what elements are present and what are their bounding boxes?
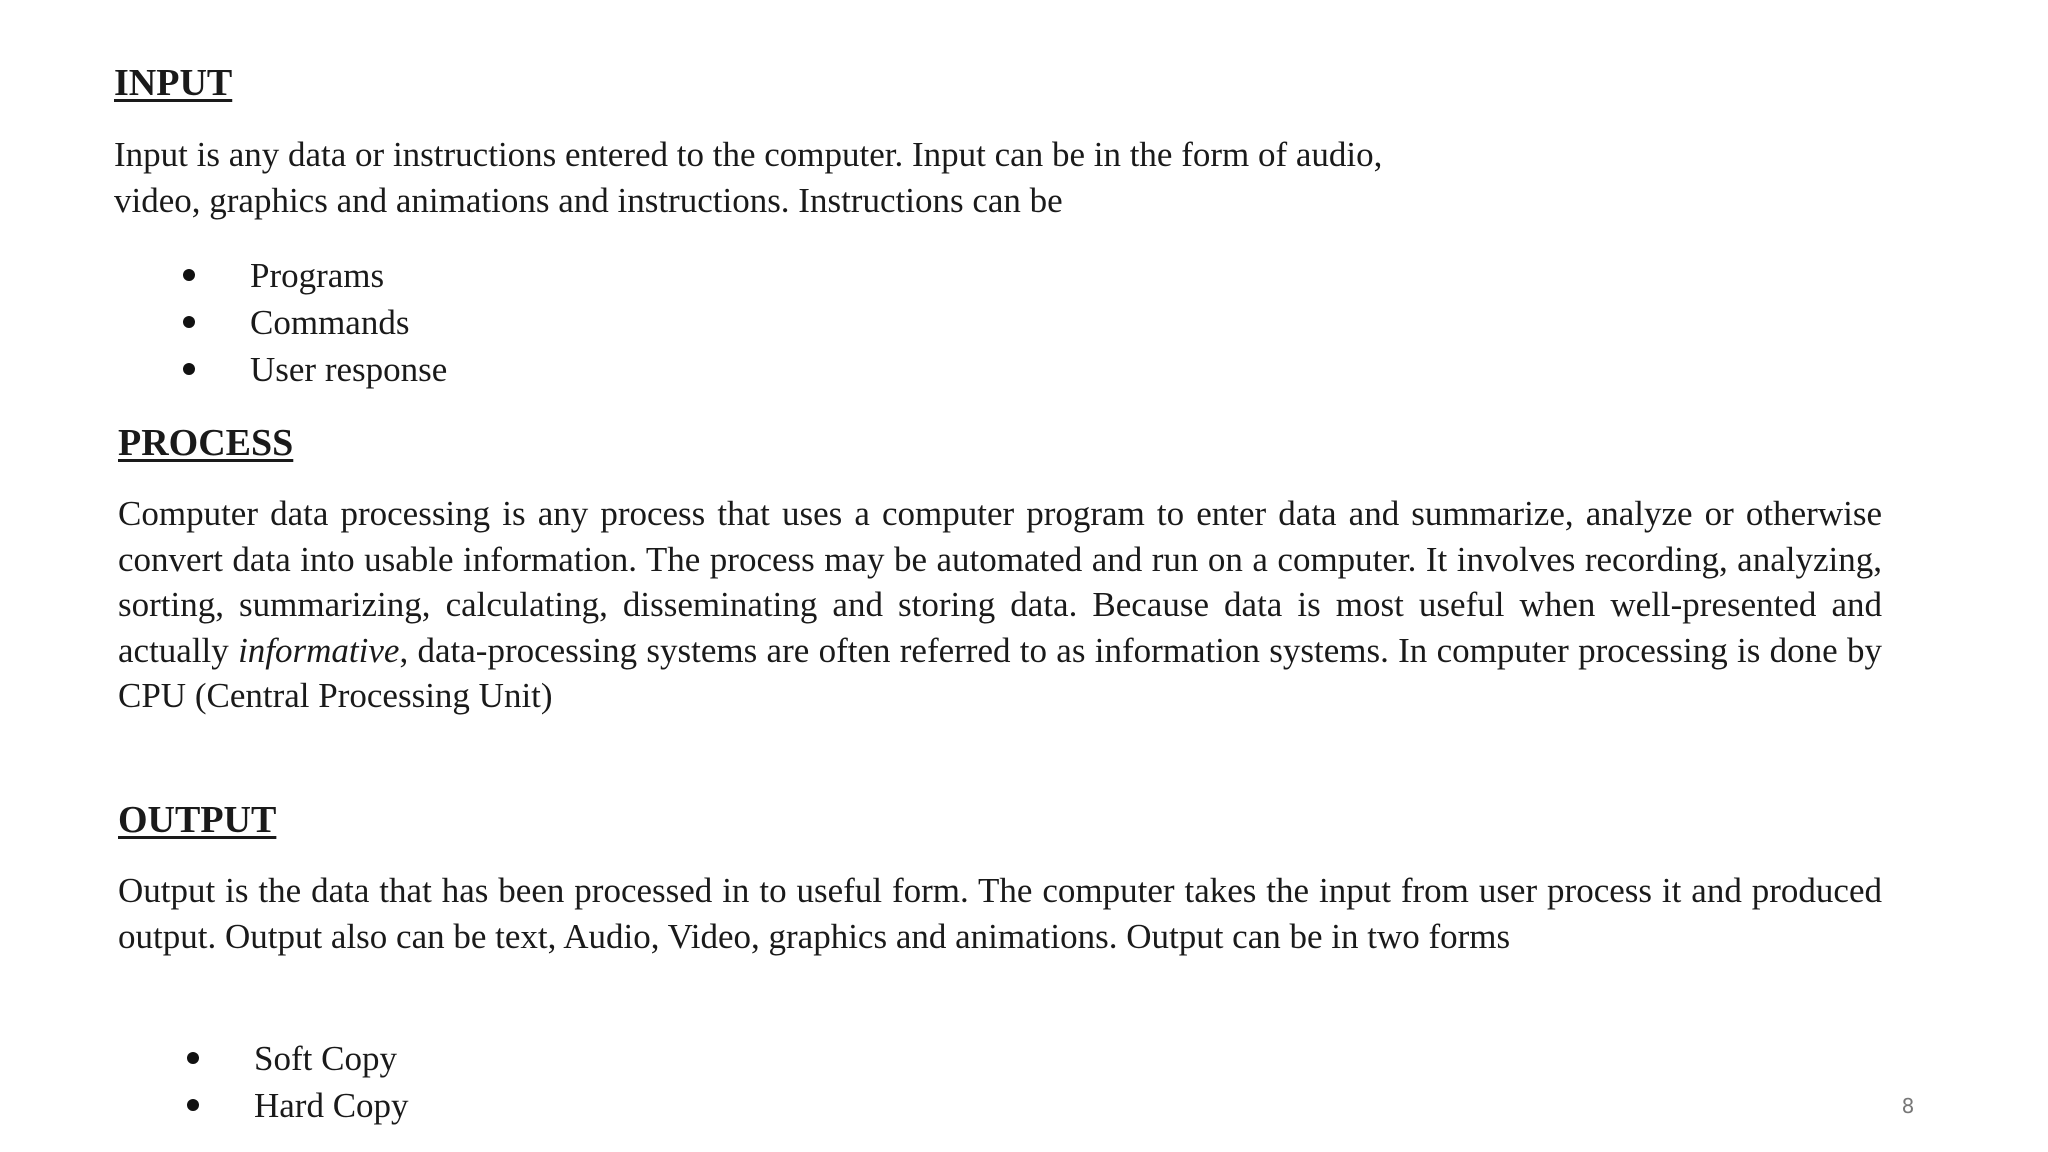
input-paragraph xyxy=(114,132,1874,223)
process-paragraph xyxy=(118,491,1882,719)
list-item xyxy=(187,1035,409,1082)
process-paragraph-text-start: Computer data processing is any process that uses a computer program to enter data and summarize, analyze or otherwise convert data into usable information. The process may be automated and run on a computer. It involves recording, analyzing, sorting, summarizing, calculating, disseminating and storing data. Because data is most useful when well-presented and actually xyxy=(118,494,1882,670)
bullet-icon xyxy=(187,1099,199,1111)
input-heading: INPUT xyxy=(114,62,233,104)
page-number: 8 xyxy=(1901,1094,1915,1118)
process-paragraph-text-end: , data-processing systems are often referred to as information systems. In computer processing is done by CPU (Central Processing Unit) xyxy=(118,630,1882,715)
bullet-icon xyxy=(183,316,195,328)
list-item-label: Programs xyxy=(250,256,385,295)
output-bullet-list xyxy=(187,1035,409,1129)
bullet-icon xyxy=(183,269,195,281)
list-item xyxy=(183,346,447,393)
bullet-icon xyxy=(187,1052,199,1064)
output-paragraph: Output is the data that has been processed in to useful form. The computer takes the input from user process it and produced output. Output also can be text, Audio, Video, graphics and animations. Output can be in two forms xyxy=(118,871,1882,956)
input-paragraph-line-1: Input is any data or instructions entered to the computer. Input can be in the form of audio, xyxy=(114,135,1383,174)
process-heading: PROCESS xyxy=(118,422,294,464)
list-item xyxy=(183,299,447,346)
list-item xyxy=(183,252,447,299)
process-paragraph-italic: informative xyxy=(238,630,400,670)
list-item xyxy=(187,1082,409,1129)
list-item-label: Commands xyxy=(250,303,410,342)
list-item-label: Soft Copy xyxy=(254,1039,397,1078)
list-item-label: User response xyxy=(250,350,448,389)
output-heading: OUTPUT xyxy=(118,799,277,841)
input-paragraph-line-2: video, graphics and animations and instructions. Instructions can be xyxy=(114,180,1063,220)
bullet-icon xyxy=(183,363,195,375)
input-bullet-list xyxy=(183,252,447,393)
list-item-label: Hard Copy xyxy=(254,1086,409,1125)
